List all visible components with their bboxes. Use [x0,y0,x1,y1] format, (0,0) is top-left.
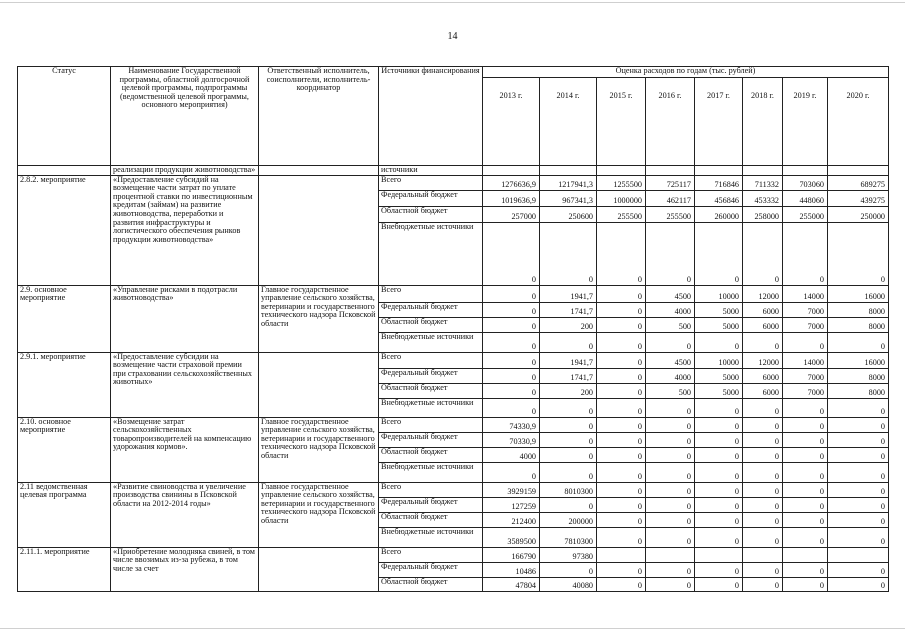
row-source: Федеральный бюджет [379,368,483,383]
row-value: 1255500 [597,175,646,190]
carry-name-cell: реализации продукции животноводства» [111,166,259,176]
row-value: 0 [646,577,695,591]
row-value: 14000 [783,352,828,368]
scan-edge-bottom [0,628,905,629]
table-row [18,417,889,432]
row-value: 0 [646,432,695,447]
row-value: 0 [828,462,889,482]
row-value: 4000 [483,447,540,462]
row-value: 0 [743,512,783,527]
row-value: 7000 [783,302,828,317]
row-value: 0 [783,222,828,285]
row-value: 0 [695,577,743,591]
row-value: 0 [597,222,646,285]
row-status: 2.8.2. мероприятие [18,175,111,285]
row-value: 500 [646,383,695,398]
row-value [828,547,889,562]
row-value: 0 [646,497,695,512]
table-row [18,352,889,368]
row-value: 0 [783,432,828,447]
row-value: 5000 [695,317,743,332]
row-value: 0 [743,222,783,285]
row-source: Всего [379,482,483,497]
row-value: 0 [743,432,783,447]
row-value: 0 [743,462,783,482]
carry-source-cell: источники [379,166,483,176]
row-value: 1217941,3 [540,175,597,190]
row-value: 5000 [695,383,743,398]
row-value: 0 [483,368,540,383]
row-value: 0 [743,482,783,497]
header-year: 2018 г. [743,78,783,166]
row-value: 40080 [540,577,597,591]
row-value: 0 [828,562,889,577]
row-name: «Развитие свиноводства и увеличение производства свинины в Псковской области на 2012-2014 годы» [111,482,259,547]
row-value: 0 [743,497,783,512]
row-value: 4000 [646,368,695,383]
row-value: 0 [540,447,597,462]
row-value: 0 [597,447,646,462]
row-value: 0 [695,482,743,497]
row-value: 0 [646,527,695,547]
row-value: 0 [597,577,646,591]
row-name: «Приобретение молодняка свиней, в том числе ввозимых из-за рубежа, в том числе за счет [111,547,259,591]
row-value: 0 [540,562,597,577]
row-value: 0 [597,317,646,332]
row-value: 0 [695,497,743,512]
row-value: 1941,7 [540,352,597,368]
row-value: 0 [828,482,889,497]
row-name: «Управление рисками в подотрасли животноводства» [111,285,259,352]
row-status: 2.9.1. мероприятие [18,352,111,417]
row-value: 0 [646,512,695,527]
row-value: 0 [483,383,540,398]
row-name: «Предоставление субсидии на возмещение части страховой премии при страховании сельскохозяйственных животных» [111,352,259,417]
row-executor: Главное государственное управление сельского хозяйства, ветеринарии и государственного технического надзора Псковской области [259,417,379,482]
row-value [646,547,695,562]
scan-edge-top [0,2,905,3]
row-value: 453332 [743,190,783,206]
table-row [18,175,889,190]
row-value: 0 [646,398,695,417]
row-value: 0 [783,527,828,547]
row-value: 5000 [695,368,743,383]
row-value: 0 [597,527,646,547]
row-value: 0 [597,432,646,447]
row-value: 250000 [828,206,889,222]
row-value: 0 [483,317,540,332]
row-value: 6000 [743,317,783,332]
row-value: 0 [597,398,646,417]
row-value: 5000 [695,302,743,317]
row-value: 8000 [828,302,889,317]
header-year: 2017 г. [695,78,743,166]
row-value: 47804 [483,577,540,591]
row-value: 711332 [743,175,783,190]
row-source: Федеральный бюджет [379,432,483,447]
row-source: Областной бюджет [379,317,483,332]
row-value: 500 [646,317,695,332]
row-name: «Предоставление субсидий на возмещение части затрат по уплате процентной ставки по инвестиционным кредитам (займам) на развитие животноводства, переработки и развития инфраструктуры и логистического обеспечения рынков продукции животноводства» [111,175,259,285]
row-value: 0 [540,497,597,512]
row-value: 250600 [540,206,597,222]
row-value: 6000 [743,302,783,317]
carry-value-cell [483,166,540,176]
row-value: 8000 [828,317,889,332]
row-value: 70330,9 [483,432,540,447]
row-value: 0 [695,512,743,527]
row-executor: Главное государственное управление сельского хозяйства, ветеринарии и государственного технического надзора Псковской области [259,482,379,547]
row-value: 6000 [743,368,783,383]
row-value: 0 [695,462,743,482]
row-value: 1276636,9 [483,175,540,190]
row-source: Всего [379,352,483,368]
row-value: 0 [646,447,695,462]
row-value: 257000 [483,206,540,222]
row-source: Областной бюджет [379,512,483,527]
row-value: 16000 [828,352,889,368]
carry-value-cell [540,166,597,176]
row-value: 0 [646,482,695,497]
row-value: 10486 [483,562,540,577]
header-year: 2013 г. [483,78,540,166]
row-value: 689275 [828,175,889,190]
row-value: 0 [597,512,646,527]
carry-over-row [18,166,889,176]
row-value: 14000 [783,285,828,302]
row-value: 0 [828,398,889,417]
row-source: Федеральный бюджет [379,302,483,317]
row-value: 0 [483,352,540,368]
row-source: Внебюджетные источники [379,527,483,547]
row-value: 0 [695,527,743,547]
header-year: 2019 г. [783,78,828,166]
row-value: 200 [540,317,597,332]
row-value: 0 [597,285,646,302]
row-value: 0 [828,527,889,547]
row-source: Всего [379,175,483,190]
row-value: 0 [483,462,540,482]
row-value [783,547,828,562]
row-value: 448060 [783,190,828,206]
row-source: Всего [379,547,483,562]
row-value: 0 [743,562,783,577]
row-value: 0 [695,432,743,447]
row-value: 6000 [743,383,783,398]
row-value: 1000000 [597,190,646,206]
row-value: 255000 [783,206,828,222]
row-value: 127259 [483,497,540,512]
row-value: 8000 [828,383,889,398]
row-value: 1741,7 [540,368,597,383]
row-value: 74330,9 [483,417,540,432]
row-value: 0 [783,512,828,527]
row-value: 12000 [743,285,783,302]
row-value: 0 [783,482,828,497]
row-value: 0 [695,398,743,417]
row-value: 0 [540,398,597,417]
row-value: 8010300 [540,482,597,497]
row-value: 0 [597,302,646,317]
row-value [597,547,646,562]
row-status: 2.9. основное мероприятие [18,285,111,352]
row-value: 0 [483,332,540,352]
row-value: 0 [783,562,828,577]
row-value: 4500 [646,352,695,368]
row-value: 0 [828,332,889,352]
row-value: 0 [828,447,889,462]
row-source: Федеральный бюджет [379,497,483,512]
row-value: 0 [783,398,828,417]
row-value: 0 [828,432,889,447]
row-value: 12000 [743,352,783,368]
row-value: 0 [646,222,695,285]
row-value: 0 [743,527,783,547]
row-value: 0 [540,222,597,285]
row-value: 0 [695,562,743,577]
row-source: Внебюджетные источники [379,332,483,352]
row-value: 0 [483,302,540,317]
row-value: 258000 [743,206,783,222]
row-value: 200 [540,383,597,398]
header-year: 2014 г. [540,78,597,166]
carry-value-cell [597,166,646,176]
row-value: 10000 [695,352,743,368]
row-value: 0 [540,332,597,352]
header-name: Наименование Государственной программы, областной долгосрочной целевой программы, подпрограммы (ведомственной целевой программы, основного мероприятия) [111,67,259,166]
row-value: 166790 [483,547,540,562]
row-status: 2.11 ведомственная целевая программа [18,482,111,547]
header-executor: Ответственный исполнитель, соисполнители, исполнитель-координатор [259,67,379,166]
row-source: Федеральный бюджет [379,562,483,577]
row-value: 0 [828,512,889,527]
row-value: 0 [540,462,597,482]
row-value: 0 [540,417,597,432]
table-row [18,547,889,562]
header-status: Статус [18,67,111,166]
row-value: 0 [483,398,540,417]
row-status: 2.11.1. мероприятие [18,547,111,591]
row-name: «Возмещение затрат сельскохозяйственных товаропроизводителей на компенсацию удорожания кормов». [111,417,259,482]
row-value: 1741,7 [540,302,597,317]
carry-status-cell [18,166,111,176]
row-source: Федеральный бюджет [379,190,483,206]
row-value: 255500 [646,206,695,222]
row-value: 0 [783,577,828,591]
row-value: 16000 [828,285,889,302]
row-value: 7810300 [540,527,597,547]
row-status: 2.10. основное мероприятие [18,417,111,482]
row-value: 0 [646,562,695,577]
row-source: Областной бюджет [379,447,483,462]
row-executor [259,175,379,285]
row-value: 0 [743,447,783,462]
row-value: 212400 [483,512,540,527]
row-executor: Главное государственное управление сельского хозяйства, ветеринарии и государственного технического надзора Псковской области [259,285,379,352]
row-value: 0 [743,577,783,591]
row-value: 456846 [695,190,743,206]
row-executor [259,352,379,417]
row-value [695,547,743,562]
header-source: Источники финансирования [379,67,483,166]
row-value: 0 [646,462,695,482]
header-estimate: Оценка расходов по годам (тыс. рублей) [483,67,889,78]
header-year: 2020 г. [828,78,889,166]
row-value: 0 [695,222,743,285]
row-value: 0 [783,447,828,462]
row-source: Всего [379,417,483,432]
row-value: 0 [483,222,540,285]
row-value: 0 [597,383,646,398]
row-value: 3929159 [483,482,540,497]
carry-value-cell [828,166,889,176]
row-source: Всего [379,285,483,302]
row-value: 1941,7 [540,285,597,302]
row-value: 0 [783,417,828,432]
row-value: 0 [695,332,743,352]
carry-executor-cell [259,166,379,176]
row-value: 260000 [695,206,743,222]
page-number: 14 [447,31,458,42]
row-value: 0 [828,497,889,512]
row-value: 10000 [695,285,743,302]
row-value: 0 [783,497,828,512]
row-value: 703060 [783,175,828,190]
row-source: Областной бюджет [379,577,483,591]
row-value: 0 [743,417,783,432]
row-source: Внебюджетные источники [379,398,483,417]
row-value: 0 [646,332,695,352]
row-value: 97380 [540,547,597,562]
row-value: 0 [646,417,695,432]
row-value: 725117 [646,175,695,190]
row-value: 7000 [783,368,828,383]
row-value: 0 [828,222,889,285]
carry-value-cell [783,166,828,176]
row-value: 0 [540,432,597,447]
row-value: 0 [597,482,646,497]
carry-value-cell [646,166,695,176]
row-value: 0 [828,577,889,591]
row-value: 7000 [783,317,828,332]
row-value: 0 [597,497,646,512]
row-value: 0 [597,332,646,352]
row-value [743,547,783,562]
row-source: Внебюджетные источники [379,462,483,482]
expenses-table [17,66,889,592]
row-value: 0 [597,562,646,577]
row-value: 0 [695,447,743,462]
row-value: 0 [695,417,743,432]
row-source: Областной бюджет [379,206,483,222]
row-value: 462117 [646,190,695,206]
row-value: 8000 [828,368,889,383]
row-value: 0 [783,462,828,482]
carry-value-cell [743,166,783,176]
header-row-top [18,67,889,78]
row-source: Областной бюджет [379,383,483,398]
row-value: 967341,3 [540,190,597,206]
row-value: 4500 [646,285,695,302]
row-value: 0 [783,332,828,352]
header-year: 2016 г. [646,78,695,166]
row-source: Внебюджетные источники [379,222,483,285]
row-value: 1019636,9 [483,190,540,206]
row-value: 0 [743,398,783,417]
row-value: 0 [597,417,646,432]
row-value: 4000 [646,302,695,317]
row-value: 0 [597,462,646,482]
table-row [18,285,889,302]
table-row [18,482,889,497]
row-value: 0 [597,352,646,368]
row-value: 255500 [597,206,646,222]
header-year: 2015 г. [597,78,646,166]
row-value: 3589500 [483,527,540,547]
row-value: 0 [743,332,783,352]
row-value: 439275 [828,190,889,206]
row-value: 200000 [540,512,597,527]
row-value: 7000 [783,383,828,398]
row-value: 0 [597,368,646,383]
row-executor [259,547,379,591]
carry-value-cell [695,166,743,176]
row-value: 0 [828,417,889,432]
row-value: 716846 [695,175,743,190]
row-value: 0 [483,285,540,302]
